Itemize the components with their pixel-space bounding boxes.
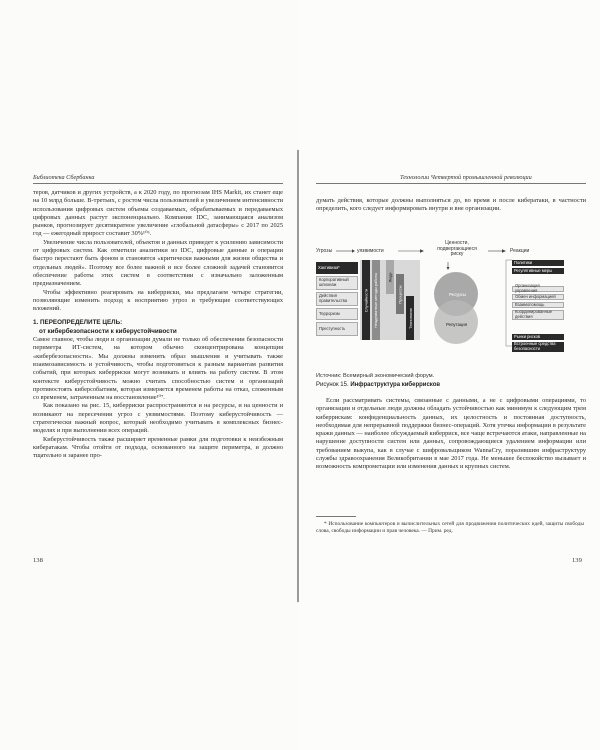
threat-box: Преступность <box>316 322 358 336</box>
threats-label: Угрозы <box>316 248 333 254</box>
vulnerability-bar: Люди <box>386 260 394 294</box>
right-header-rule <box>316 183 586 184</box>
spine-gutter <box>297 150 299 602</box>
cyber-risk-figure <box>316 240 586 366</box>
left-body-text <box>33 189 283 461</box>
right-page-number: 139 <box>572 557 582 564</box>
reaction-box: Встроенные средства безопасности <box>512 342 564 352</box>
vulnerability-bar: Неадекватные методы работы <box>372 260 380 340</box>
vulnerability-bar: Случайности <box>362 260 370 340</box>
left-paragraph: Чтобы эффективно реагировать на киберриски, мы предлагаем четыре стратегии, позволяющие изменить подход к восприятию угроз и требующие соответствующих вложений. <box>33 288 283 313</box>
vulnerability-bar: Процессы <box>396 274 404 314</box>
right-top-text <box>316 197 586 214</box>
vulnerability-bar: Технологии <box>406 296 414 340</box>
section-heading-line1: 1. ПЕРЕОПРЕДЕЛИТЕ ЦЕЛЬ: <box>33 319 123 327</box>
reaction-box: Политики <box>512 260 564 266</box>
right-running-head: Технологии Четвертой промышленной революции <box>400 174 532 181</box>
right-paragraph: думать действия, которые должны выполняться до, во время и после кибератаки, в частности определить, кого следует информировать внутри и вне организации. <box>316 197 586 213</box>
figure-caption-title: Инфраструктура киберрисков <box>350 382 441 388</box>
value-circles <box>424 270 494 348</box>
footnote-text: * Использование компьютеров и вычислительных сетей для продвижения политических идей, защиты свободы слова, свободы информации и прав человека. — Прим. ред. <box>316 521 584 534</box>
reputation-label: Репутация <box>446 322 468 327</box>
left-page-number: 138 <box>33 557 43 564</box>
left-paragraph: Самое главное, чтобы люди и организации думали не только об обеспечении безопасности периметра ИТ-систем, на котором обычно сконцентрирована концепция «кибербезопасности». Мы должны изменить образ мышления и учитывать также взаимозависимость и устойчивость, чтобы подготовиться к разным вариантам развития событий, при которых киберриски могут возникать и влиять на работу систем. В этом контексте киберустойчивость можно считать способностью систем и организаций противостоять киберсобытиям, которая измеряется временем работы на отказ, сложенным со временем, затраченным на восстановление¹⁰⁷. <box>33 336 283 402</box>
reaction-box: Обмен информацией <box>512 294 564 300</box>
reaction-box: Рынки рисков <box>512 334 564 340</box>
left-paragraph: Киберустойчивость также расширяет временные рамки для подготовки к неизбежным кибератакам. Чтобы отойти от подхода, основанного на защите периметра, и должно тщательно и заранее про- <box>33 435 283 460</box>
left-paragraph: Увеличение числа пользователей, объектов и данных приведет к усилению зависимости от цифровых систем. Как отметили аналитики из IDC, цифровые данные и операции быстро перестают быть фоном и становятся «критически важными для жизни общества и отдельных людей». Поэтому все более важной и все более сложной задачей становится обеспечение работы этих систем в соответствии с изначально заложенным предназначением. <box>33 238 283 288</box>
left-paragraph: теров, датчиков и других устройств, а к 2020 году, по прогнозам IHS Markit, их станет еще на 10 млрд больше. В-третьих, с ростом числа пользователей и увеличением интенсивности использования цифровых систем объемы создаваемых, обрабатываемых и передаваемых цифровых данных растут экспоненциально. Компания IDC, занимающаяся анализом рынков, прогнозирует десятикратное увеличение «глобальной датасферы» с 2017 по 2025 год — ежегодный прирост составит 30%¹⁰⁶. <box>33 189 283 238</box>
threat-box: Хактивизм* <box>316 262 358 274</box>
section-heading-line2: от кибербезопасности к киберустойчивости <box>39 327 177 335</box>
reaction-box: Организация управления <box>512 286 564 292</box>
reaction-box: Координированные действия <box>512 310 564 320</box>
reaction-box: Регулятивные меры <box>512 268 564 274</box>
footnote-rule <box>316 516 356 517</box>
right-paragraph: Если рассматривать системы, связанные с данными, а не с цифровыми операциями, то организации и отдельные люди должны обладать устойчивостью как минимум к следующим трем киберрискам: конфиденциальность данных, их целостность и постоянная доступность, необходимая для непрерывной поддержки бизнес-операций. Хотя утечка информации в результате кражи данных — наиболее обсуждаемый киберриск, все чаще встречаются атаки, направленные на нарушение доступности систем или данных, сопровождающиеся удалением информации или требованием выкупа, как в случае с шифровальщиком WannaCry, поразившим инфраструктуру службы здравоохранения Великобритании в мае 2017 года. Не меньшее беспокойство вызывает и возможность компрометации или изменения данных и крупных систем. <box>316 397 586 471</box>
left-running-head: Библиотека Сбербанка <box>33 174 95 181</box>
threat-box: Действия правительства <box>316 292 358 306</box>
right-bottom-text <box>316 397 586 472</box>
footnote <box>316 521 584 535</box>
left-header-rule <box>33 183 283 184</box>
vulnerabilities-label: уязвимости <box>357 248 384 254</box>
threat-box: Корпоративный шпионаж <box>316 276 358 290</box>
figure-caption-prefix: Рисунок 15. <box>316 382 349 388</box>
figure-source: Источник: Всемирный экономический форум. <box>316 373 435 379</box>
reactions-label: Реакции <box>510 248 530 254</box>
value-at-risk-label: Ценности, подвергающиеся риску <box>437 240 477 257</box>
left-paragraph: Как показано на рис. 15, киберриски распространяются и на ресурсы, и на ценности и возникают на пересечении угроз с уязвимостями. Поэтому киберустойчивость — стратегически важный вопрос, который необходимо учитывать в комплексных бизнес-моделях и при выполнении всех операций. <box>33 402 283 435</box>
resources-label: Ресурсы <box>449 292 466 297</box>
threat-box: Терроризм <box>316 308 358 320</box>
figure-caption <box>316 382 440 388</box>
left-page <box>0 0 299 750</box>
reaction-box: Взаимопомощь <box>512 302 564 308</box>
